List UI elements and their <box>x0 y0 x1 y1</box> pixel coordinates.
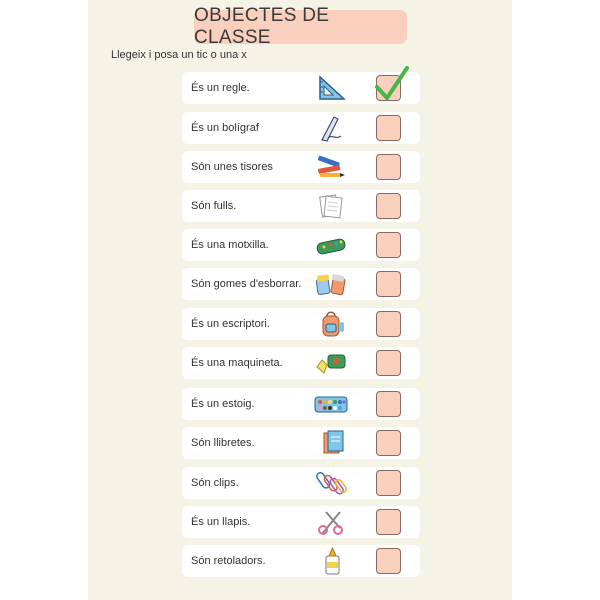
item-row <box>182 190 420 222</box>
item-row <box>182 229 420 261</box>
scissors-icon <box>314 508 348 536</box>
answer-checkbox[interactable] <box>376 271 401 297</box>
answer-checkbox[interactable] <box>376 154 401 180</box>
check-mark-icon <box>374 65 410 103</box>
item-row <box>182 467 420 499</box>
item-label: Són llibretes. <box>191 437 255 449</box>
pencil-case-icon <box>314 231 348 259</box>
item-row <box>182 347 420 379</box>
answer-checkbox[interactable] <box>376 193 401 219</box>
item-label: Són gomes d'esborrar. <box>191 278 302 290</box>
item-row <box>182 506 420 538</box>
item-row <box>182 268 420 300</box>
watercolor-palette-icon <box>314 390 348 418</box>
worksheet <box>88 0 512 600</box>
ruler-triangle-icon <box>314 74 348 102</box>
pen-icon <box>314 114 348 142</box>
item-row <box>182 545 420 577</box>
item-row <box>182 308 420 340</box>
item-row <box>182 427 420 459</box>
answer-checkbox[interactable] <box>376 548 401 574</box>
answer-checkbox[interactable] <box>376 509 401 535</box>
item-label: Són retoladors. <box>191 555 266 567</box>
item-row <box>182 72 420 104</box>
item-row <box>182 151 420 183</box>
glue-bottle-icon <box>314 547 348 575</box>
title-banner <box>194 5 407 48</box>
crayons-icon <box>314 153 348 181</box>
item-label: Són unes tisores <box>191 161 273 173</box>
answer-checkbox[interactable] <box>376 391 401 417</box>
answer-checkbox[interactable] <box>376 115 401 141</box>
paper-clips-icon <box>314 469 348 497</box>
answer-checkbox[interactable] <box>376 232 401 258</box>
answer-checkbox[interactable] <box>376 430 401 456</box>
answer-checkbox[interactable] <box>376 350 401 376</box>
item-label: És un bolígraf <box>191 122 259 134</box>
answer-checkbox[interactable] <box>376 311 401 337</box>
answer-checkbox[interactable] <box>376 470 401 496</box>
notebooks-icon <box>314 429 348 457</box>
instruction-text: Llegeix i posa un tic o una x <box>111 49 247 61</box>
item-label: Són clips. <box>191 477 239 489</box>
item-label: És un estoig. <box>191 398 255 410</box>
item-label: És un regle. <box>191 82 250 94</box>
item-row <box>182 112 420 144</box>
backpack-icon <box>314 310 348 338</box>
erasers-icon <box>314 270 348 298</box>
item-label: És un llapis. <box>191 516 251 528</box>
item-label: Són fulls. <box>191 200 237 212</box>
item-label: És una motxilla. <box>191 239 269 251</box>
paper-sheets-icon <box>314 192 348 220</box>
item-label: És un escriptori. <box>191 318 270 330</box>
page-title: OBJECTES DE CLASSE <box>194 5 330 48</box>
sharpener-icon <box>314 349 348 377</box>
item-row <box>182 388 420 420</box>
item-label: És una maquineta. <box>191 357 283 369</box>
